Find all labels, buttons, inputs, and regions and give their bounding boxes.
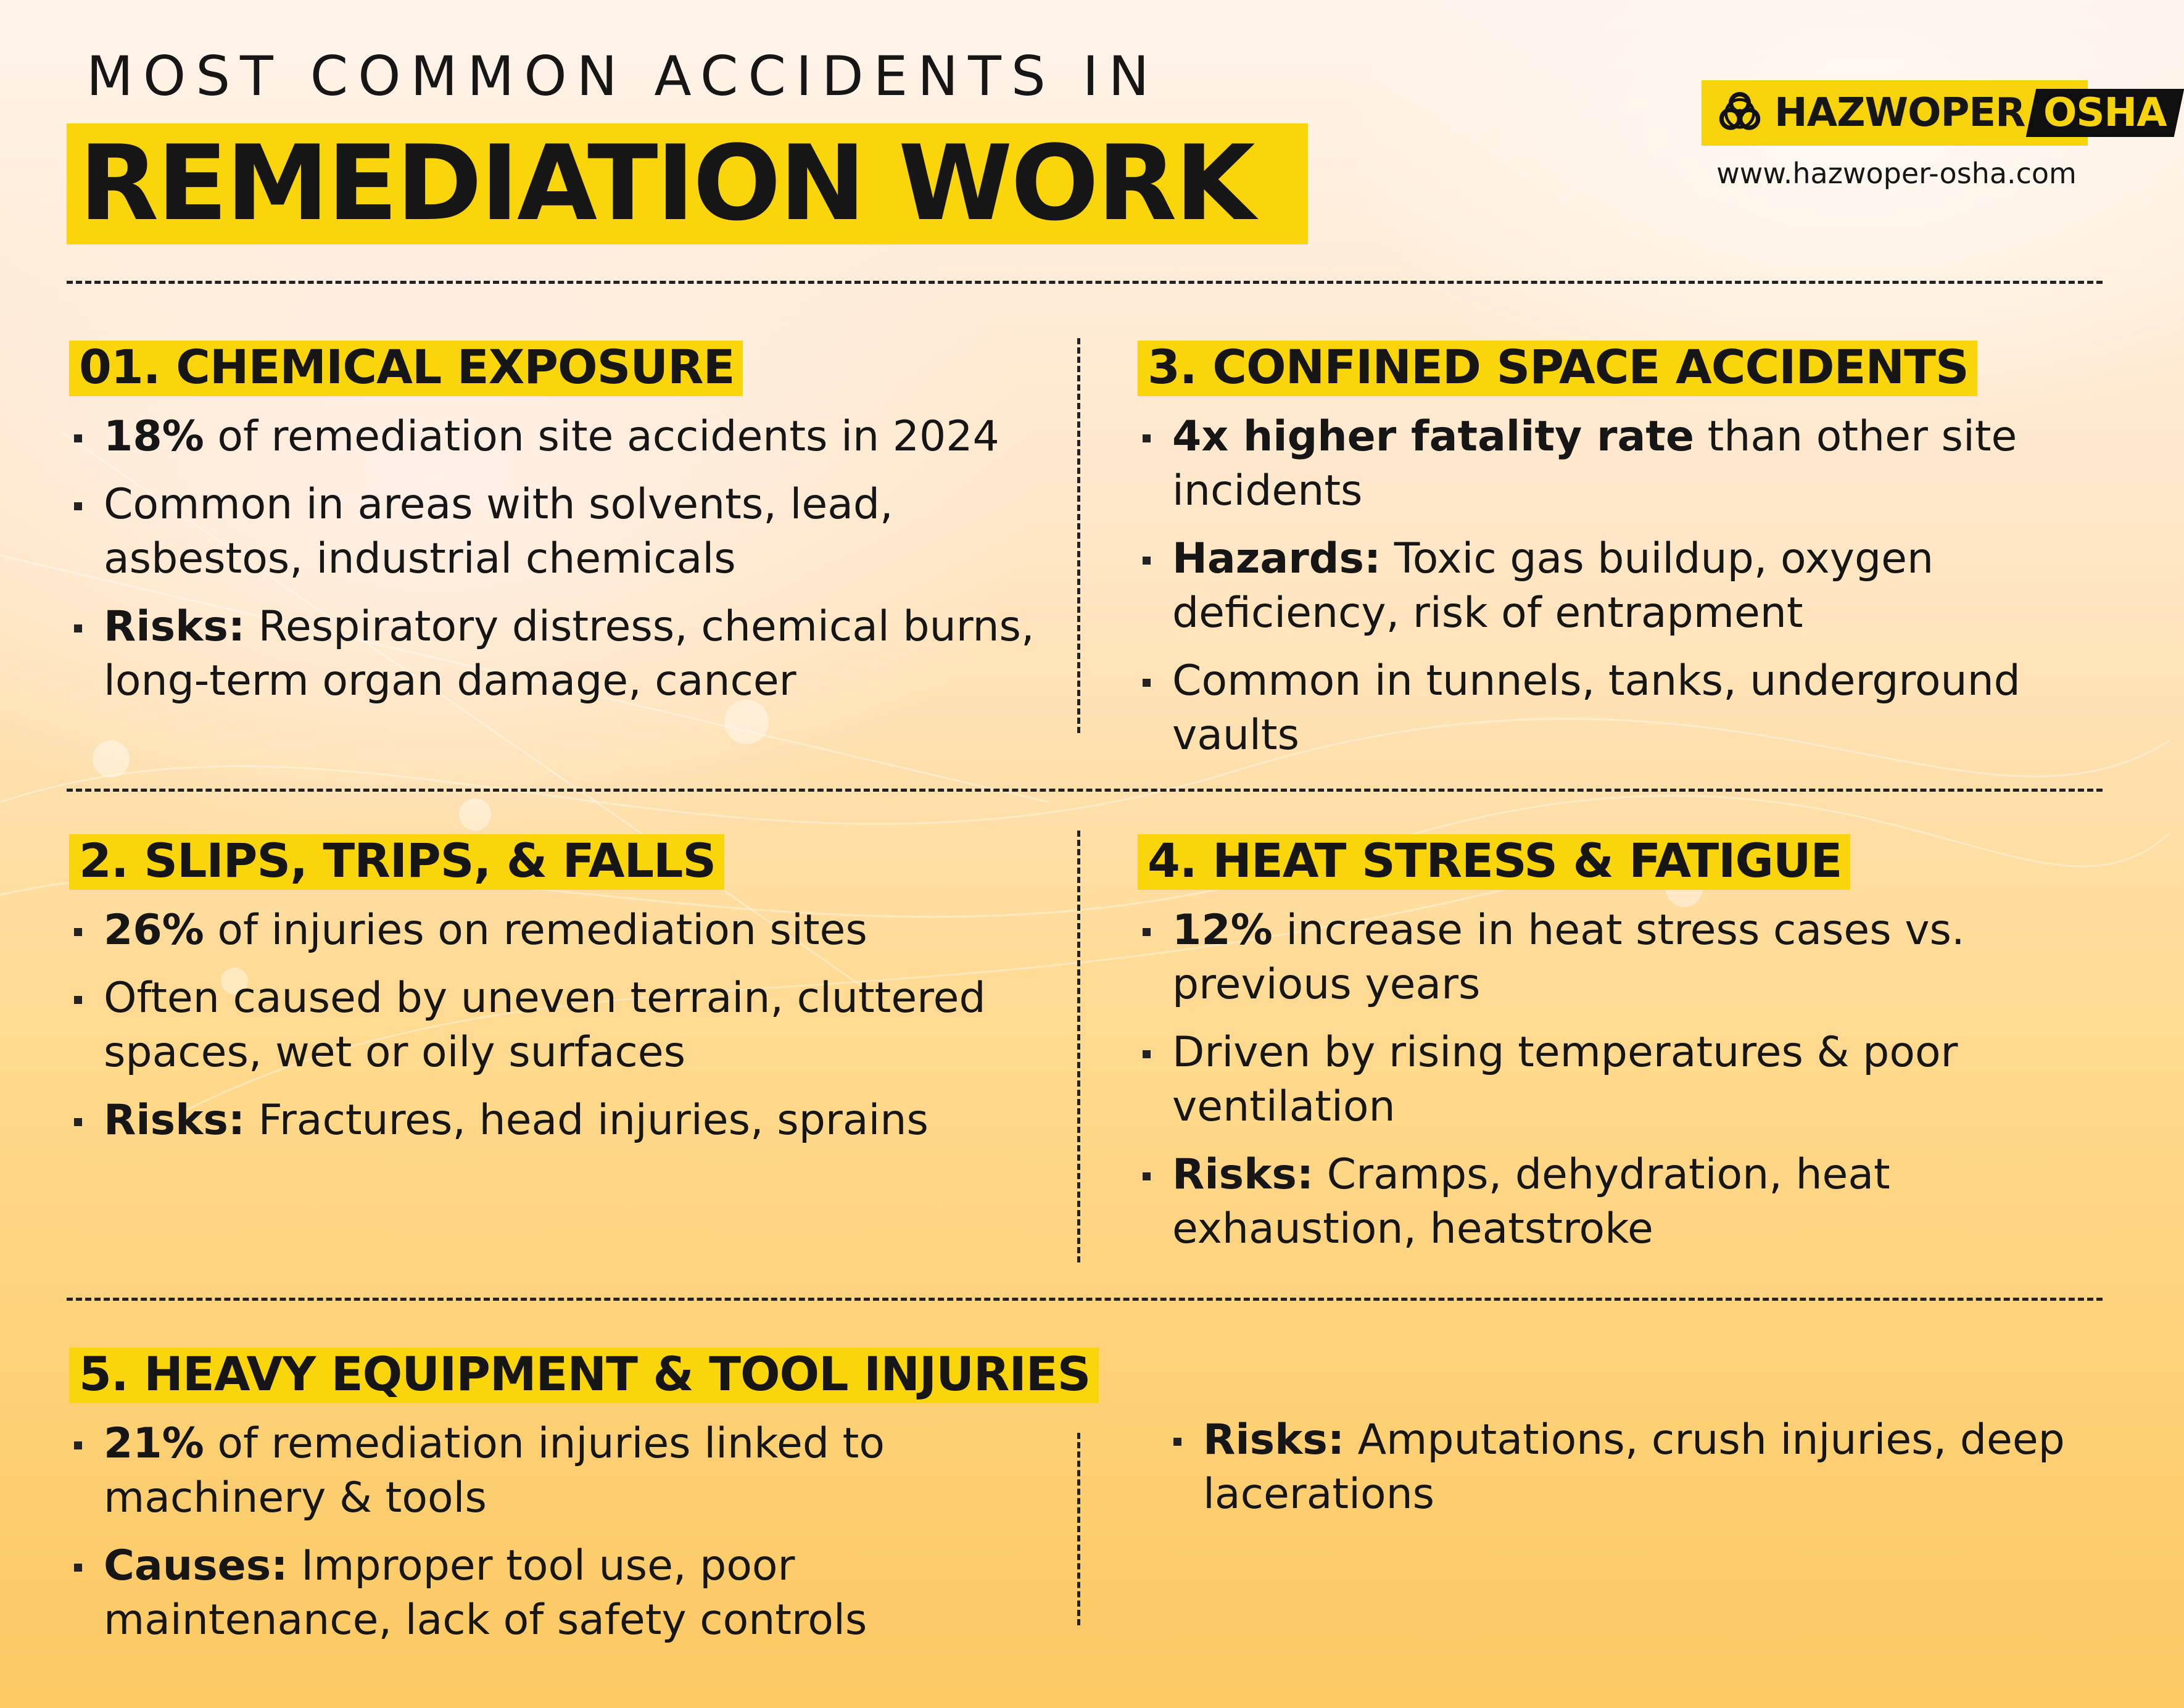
list-item: Risks: Respiratory distress, chemical burns, long-term organ damage, cancer bbox=[69, 600, 1044, 708]
logo-wordmark bbox=[1774, 89, 2179, 137]
website-url[interactable]: www.hazwoper-osha.com bbox=[1716, 157, 2077, 190]
column-divider-3 bbox=[1077, 1433, 1080, 1625]
bullet-list bbox=[69, 410, 1044, 708]
divider-middle bbox=[67, 789, 2103, 792]
section-slips-trips-falls bbox=[69, 834, 1044, 1161]
list-item: Common in areas with solvents, lead, asbestos, industrial chemicals bbox=[69, 478, 1044, 586]
brand-logo bbox=[1702, 80, 2167, 146]
bullet-list bbox=[1138, 410, 2100, 763]
section-heavy-equipment bbox=[69, 1346, 1091, 1661]
bullet-list bbox=[1138, 903, 2100, 1256]
bullet-list bbox=[69, 903, 1044, 1148]
biohazard-icon bbox=[1715, 88, 1764, 138]
section-title: 2. SLIPS, TRIPS, & FALLS bbox=[69, 834, 724, 890]
list-item: Hazards: Toxic gas buildup, oxygen deficiency, risk of entrapment bbox=[1138, 532, 2100, 640]
divider-top bbox=[67, 281, 2103, 284]
page-supertitle: MOST COMMON ACCIDENTS IN bbox=[86, 44, 1159, 108]
list-item: Risks: Amputations, crush injuries, deep lacerations bbox=[1169, 1413, 2082, 1522]
logo-main-text: HAZWOPER bbox=[1774, 90, 2025, 136]
section-title: 01. CHEMICAL EXPOSURE bbox=[69, 341, 743, 396]
logo-accent-box bbox=[2026, 89, 2184, 137]
section-title: 3. CONFINED SPACE ACCIDENTS bbox=[1138, 341, 1977, 396]
section-heat-stress bbox=[1138, 834, 2100, 1270]
divider-bottom bbox=[67, 1298, 2103, 1301]
list-item: 18% of remediation site accidents in 2024 bbox=[69, 410, 1044, 464]
list-item: Driven by rising temperatures & poor ventilation bbox=[1138, 1026, 2100, 1134]
column-divider-2 bbox=[1077, 831, 1080, 1262]
section-heavy-equipment-risks bbox=[1169, 1413, 2082, 1535]
list-item: 21% of remediation injuries linked to machinery & tools bbox=[69, 1417, 1069, 1525]
list-item: 12% increase in heat stress cases vs. previous years bbox=[1138, 903, 2100, 1012]
list-item: Risks: Fractures, head injuries, sprains bbox=[69, 1093, 1044, 1148]
bullet-list bbox=[69, 1417, 1069, 1648]
logo-accent-text: OSHA bbox=[2043, 90, 2167, 136]
column-divider-1 bbox=[1077, 338, 1080, 733]
bullet-list bbox=[1169, 1413, 2082, 1522]
list-item: Often caused by uneven terrain, cluttered spaces, wet or oily surfaces bbox=[69, 971, 1044, 1080]
section-chemical-exposure bbox=[69, 341, 1044, 722]
list-item: Causes: Improper tool use, poor maintenance, lack of safety controls bbox=[69, 1539, 1069, 1648]
list-item: Common in tunnels, tanks, underground vaults bbox=[1138, 654, 2100, 763]
list-item: 4x higher fatality rate than other site incidents bbox=[1138, 410, 2100, 518]
section-title: 4. HEAT STRESS & FATIGUE bbox=[1138, 834, 1850, 890]
section-confined-space bbox=[1138, 341, 2100, 776]
section-title: 5. HEAVY EQUIPMENT & TOOL INJURIES bbox=[69, 1348, 1099, 1403]
list-item: 26% of injuries on remediation sites bbox=[69, 903, 1044, 958]
list-item: Risks: Cramps, dehydration, heat exhaustion, heatstroke bbox=[1138, 1148, 2100, 1256]
page-title: REMEDIATION WORK bbox=[79, 123, 1254, 244]
